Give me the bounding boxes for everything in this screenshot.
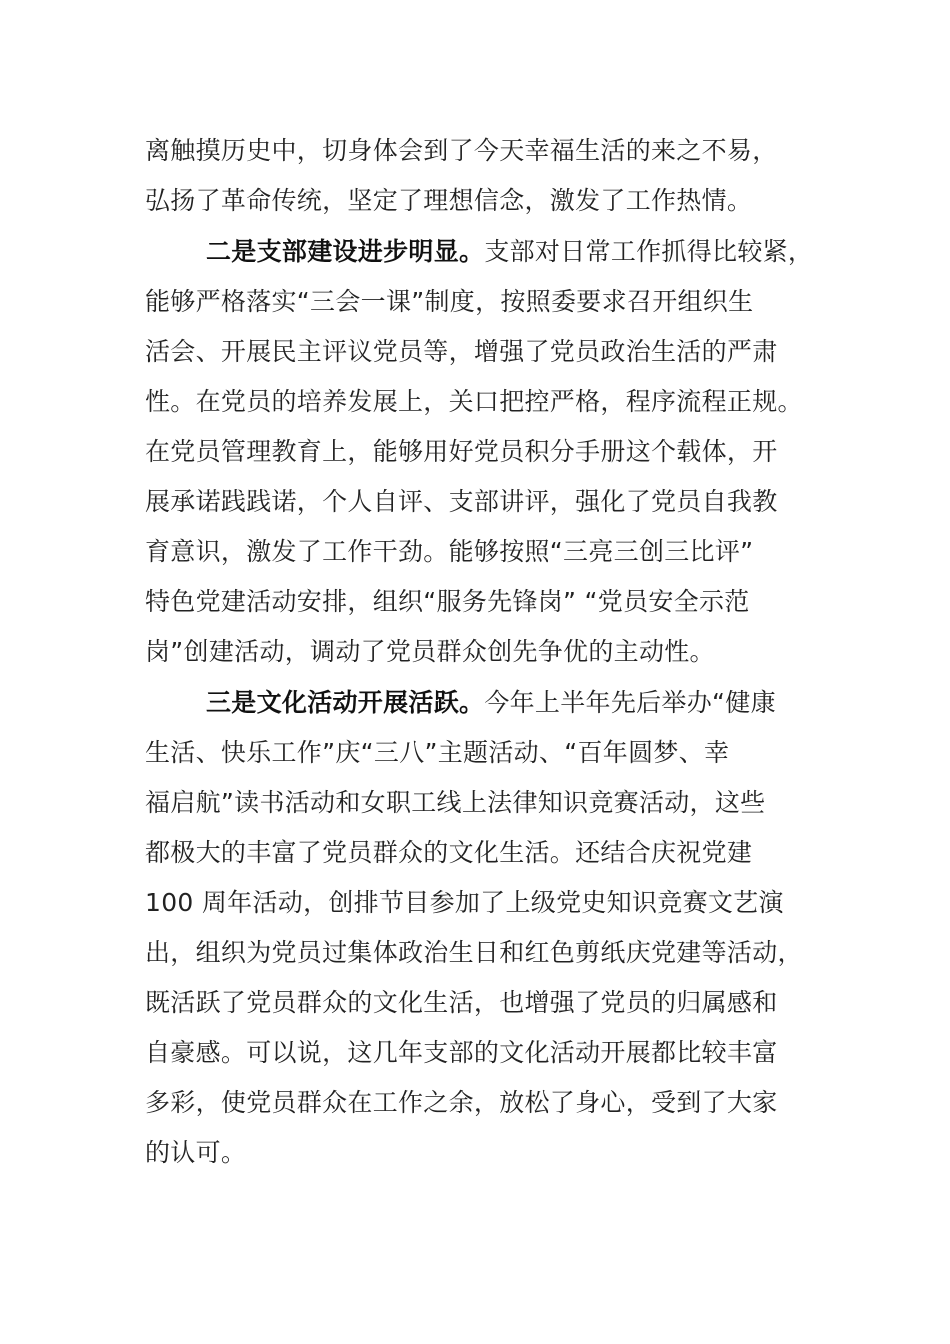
text-line: 活会、开展民主评议党员等，增强了党员政治生活的严肃 bbox=[145, 337, 778, 366]
text-line: 出，组织为党员过集体政治生日和红色剪纸庆党建等活动， bbox=[145, 938, 803, 967]
paragraph-heading: 三是文化活动开展活跃。 bbox=[206, 688, 485, 717]
text-line: 岗”创建活动，调动了党员群众创先争优的主动性。 bbox=[145, 637, 715, 666]
text-line: 自豪感。可以说，这几年支部的文化活动开展都比较丰富 bbox=[145, 1038, 778, 1067]
text-line: 弘扬了革命传统，坚定了理想信念，激发了工作热情。 bbox=[145, 186, 753, 215]
text-line: 离触摸历史中，切身体会到了今天幸福生活的来之不易， bbox=[145, 136, 778, 165]
text-line: 生活、快乐工作”庆“三八”主题活动、“百年圆梦、幸 bbox=[145, 738, 730, 767]
text-line: 的认可。 bbox=[145, 1138, 247, 1167]
text-line: 都极大的丰富了党员群众的文化生活。还结合庆祝党建 bbox=[145, 838, 753, 867]
text-line: 能够严格落实“三会一课”制度，按照委要求召开组织生 bbox=[145, 287, 754, 316]
text-line: 既活跃了党员群众的文化生活，也增强了党员的归属感和 bbox=[145, 988, 778, 1017]
paragraph-heading: 二是支部建设进步明显。 bbox=[206, 237, 485, 266]
text-line: 育意识，激发了工作干劲。能够按照“三亮三创三比评” bbox=[145, 537, 754, 566]
text-segment: 今年上半年先后举办“健康 bbox=[484, 688, 776, 717]
text-line: 性。在党员的培养发展上，关口把控严格，程序流程正规。 bbox=[145, 387, 803, 416]
paragraph-first-line bbox=[206, 683, 886, 723]
text-line: 展承诺践践诺，个人自评、支部讲评，强化了党员自我教 bbox=[145, 487, 778, 516]
text-segment: 支部对日常工作抓得比较紧， bbox=[484, 237, 814, 266]
text-line: 多彩，使党员群众在工作之余，放松了身心，受到了大家 bbox=[145, 1088, 778, 1117]
text-line: 福启航”读书活动和女职工线上法律知识竞赛活动，这些 bbox=[145, 788, 766, 817]
text-line: 100 周年活动，创排节目参加了上级党史知识竞赛文艺演 bbox=[145, 888, 784, 917]
text-line: 特色党建活动安排，组织“服务先锋岗” “党员安全示范 bbox=[145, 587, 750, 616]
paragraph-first-line bbox=[206, 232, 886, 272]
text-line: 在党员管理教育上，能够用好党员积分手册这个载体，开 bbox=[145, 437, 778, 466]
